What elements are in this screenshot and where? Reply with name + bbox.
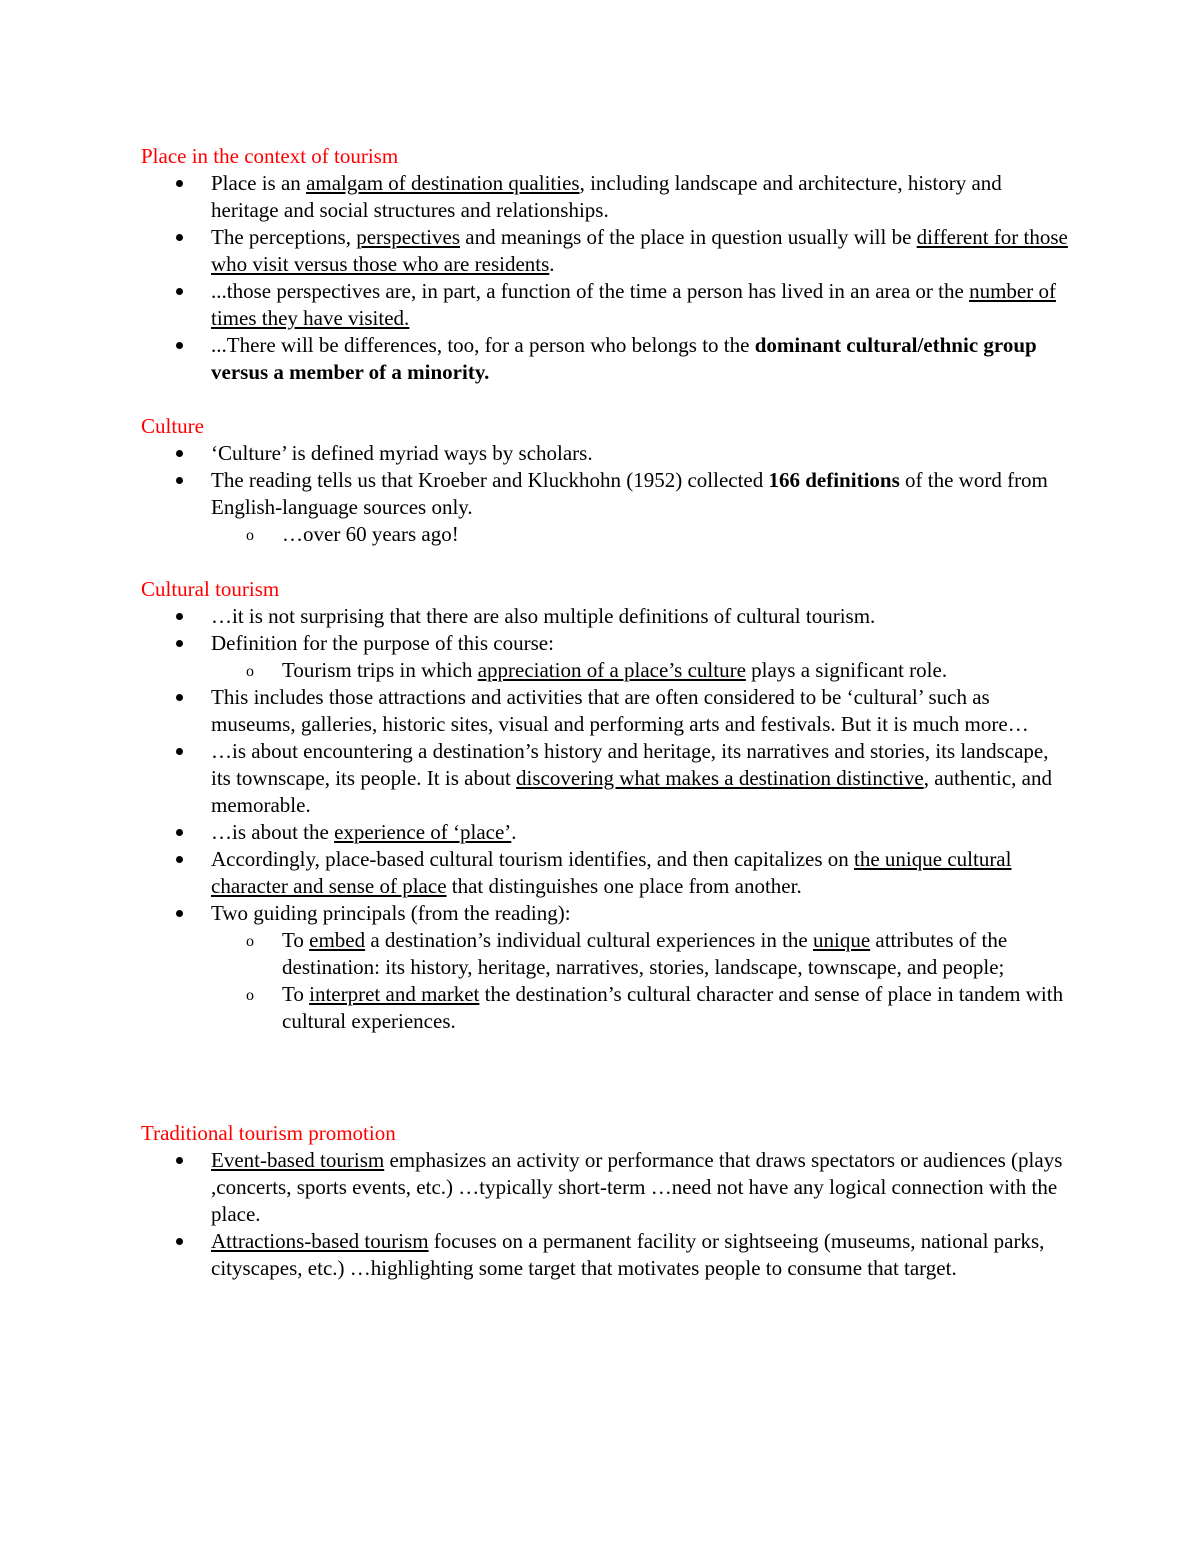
section-heading-cultural-tourism: Cultural tourism: [141, 577, 280, 601]
sub-list-item: o …over 60 years ago!: [282, 521, 1072, 548]
list-item: ...There will be differences, too, for a person who belongs to the dominant cultural/ethnic group versus a member of a minority.: [211, 332, 1071, 386]
list-item: Place is an amalgam of destination qualities, including landscape and architecture, history and heritage and social structures and relationships.: [211, 170, 1071, 224]
section-heading-place: Place in the context of tourism: [141, 144, 399, 168]
section-heading-culture: Culture: [141, 414, 204, 438]
section-heading-traditional-promotion: Traditional tourism promotion: [141, 1121, 396, 1145]
sub-list: [282, 521, 1072, 548]
list-item: Accordingly, place-based cultural tourism identifies, and then capitalizes on the unique cultural character and sense of place that distinguishes one place from another.: [211, 846, 1071, 900]
list-item: …is about encountering a destination’s history and heritage, its narratives and stories, its landscape, its townscape, its people. It is about discovering what makes a destination distinctive, authentic, and memorable.: [211, 738, 1071, 819]
bullet-list-traditional-promotion: [211, 1147, 1071, 1282]
list-item: This includes those attractions and activities that are often considered to be ‘cultural’ such as museums, galleries, historic sites, visual and performing arts and festivals. But it is much more…: [211, 684, 1071, 738]
list-item: The reading tells us that Kroeber and Kluckhohn (1952) collected 166 definitions of the word from English-language sources only. o …over 60 years ago!: [211, 467, 1071, 548]
list-item: …is about the experience of ‘place’.: [211, 819, 1071, 846]
list-item: Event-based tourism emphasizes an activity or performance that draws spectators or audiences (plays ,concerts, sports events, etc.) …typically short-term …need not have any logical connection with the place.: [211, 1147, 1071, 1228]
sub-list-item: o To interpret and market the destination’s cultural character and sense of place in tandem with cultural experiences.: [282, 981, 1072, 1035]
sub-list: [282, 657, 1072, 684]
list-item: ...those perspectives are, in part, a function of the time a person has lived in an area or the number of times they have visited.: [211, 278, 1071, 332]
list-item: …it is not surprising that there are also multiple definitions of cultural tourism.: [211, 603, 1071, 630]
bullet-list-culture: [211, 440, 1071, 548]
list-item: ‘Culture’ is defined myriad ways by scholars.: [211, 440, 1071, 467]
bullet-list-cultural-tourism: [211, 603, 1071, 1035]
sub-list: [282, 927, 1072, 1035]
bullet-list-place: [211, 170, 1071, 386]
list-item: Two guiding principals (from the reading): o To embed a destination’s individual cultural experiences in the unique attributes of the destination: its history, heritage, narratives, stories, landscape, townscape, and people; o To interpret and market the destination’s cultural character and sense of place in tandem with cultural experiences.: [211, 900, 1071, 1035]
sub-list-item: o Tourism trips in which appreciation of a place’s culture plays a significant role.: [282, 657, 1072, 684]
list-item: The perceptions, perspectives and meanings of the place in question usually will be different for those who visit versus those who are residents.: [211, 224, 1071, 278]
list-item: Definition for the purpose of this course: o Tourism trips in which appreciation of a place’s culture plays a significant role.: [211, 630, 1071, 684]
sub-list-item: o To embed a destination’s individual cultural experiences in the unique attributes of the destination: its history, heritage, narratives, stories, landscape, townscape, and people;: [282, 927, 1072, 981]
list-item: Attractions-based tourism focuses on a permanent facility or sightseeing (museums, national parks, cityscapes, etc.) …highlighting some target that motivates people to consume that target.: [211, 1228, 1071, 1282]
